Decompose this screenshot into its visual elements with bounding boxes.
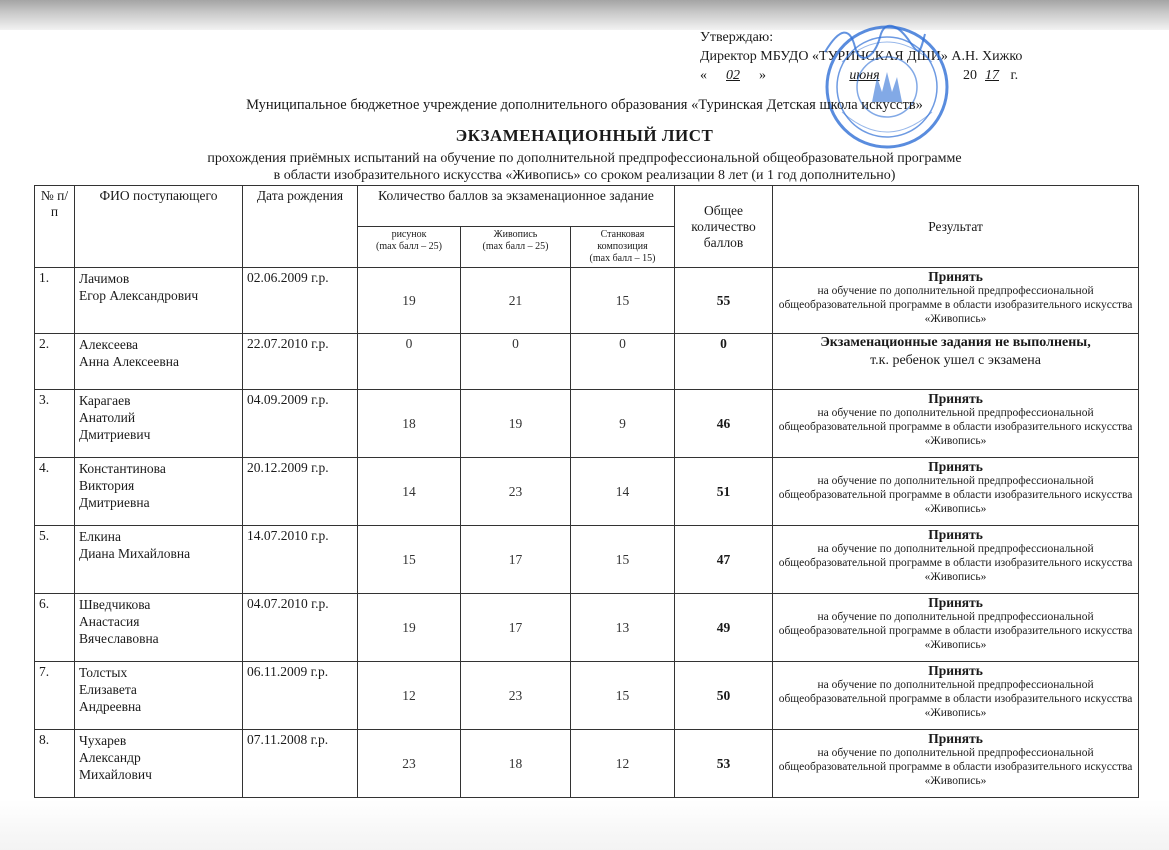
row-given-name: Елизавета bbox=[79, 682, 137, 697]
date-open-quote: « bbox=[700, 68, 707, 83]
row-patronymic: Дмитриевич bbox=[79, 427, 151, 442]
row-num: 8. bbox=[35, 730, 75, 798]
table-row bbox=[35, 334, 1139, 390]
row-given-name: Анатолий bbox=[79, 410, 136, 425]
row-composition: 13 bbox=[571, 594, 675, 662]
row-painting: 21 bbox=[461, 268, 571, 334]
row-birth: 20.12.2009 г.р. bbox=[243, 458, 358, 526]
row-surname: Чухарев bbox=[79, 733, 127, 748]
row-composition: 15 bbox=[571, 526, 675, 594]
row-composition: 0 bbox=[571, 334, 675, 390]
row-drawing: 0 bbox=[358, 334, 461, 390]
subtitle-line-2: в области изобразительного искусства «Живопись» со сроком реализации 8 лет (и 1 год дополнительно) bbox=[273, 168, 896, 183]
row-num: 4. bbox=[35, 458, 75, 526]
row-total: 46 bbox=[675, 390, 773, 458]
date-day: 02 bbox=[726, 68, 740, 83]
header-row-1 bbox=[35, 186, 1139, 227]
subtitle-line-1: прохождения приёмных испытаний на обучение по дополнительной предпрофессиональной общеобразовательной программе bbox=[207, 151, 962, 166]
row-birth: 02.06.2009 г.р. bbox=[243, 268, 358, 334]
row-name bbox=[75, 268, 243, 334]
row-total: 49 bbox=[675, 594, 773, 662]
row-patronymic: Андреевна bbox=[79, 699, 142, 714]
row-given-names: Диана Михайловна bbox=[79, 546, 191, 561]
row-birth: 22.07.2010 г.р. bbox=[243, 334, 358, 390]
row-surname: Толстых bbox=[79, 665, 128, 680]
result-note: на обучение по дополнительной предпрофессиональной общеобразовательной программе в области изобразительного искусства «Живопись» bbox=[778, 747, 1133, 787]
row-result bbox=[773, 458, 1139, 526]
header-drawing bbox=[358, 227, 461, 268]
row-drawing: 12 bbox=[358, 662, 461, 730]
date-year-prefix: 20 bbox=[963, 68, 977, 83]
row-result bbox=[773, 662, 1139, 730]
result-status: Принять bbox=[928, 595, 983, 610]
row-total: 53 bbox=[675, 730, 773, 798]
row-given-name: Александр bbox=[79, 750, 141, 765]
row-total: 50 bbox=[675, 662, 773, 730]
header-num: № п/п bbox=[35, 186, 75, 268]
row-given-name: Виктория bbox=[79, 478, 135, 493]
header-scores: Количество баллов за экзаменационное задание bbox=[358, 186, 675, 227]
institution-name: Муниципальное бюджетное учреждение дополнительного образования «Туринская Детская школа искусств» bbox=[246, 97, 923, 113]
row-birth: 04.09.2009 г.р. bbox=[243, 390, 358, 458]
result-status: Принять bbox=[928, 269, 983, 284]
exam-table bbox=[34, 185, 1139, 798]
scan-shadow bbox=[0, 0, 1169, 30]
header-composition-label: Станковая композиция bbox=[597, 229, 648, 252]
table-row bbox=[35, 268, 1139, 334]
header-painting-label: Живопись bbox=[493, 229, 538, 240]
date-suffix: г. bbox=[1010, 68, 1019, 83]
result-status: Принять bbox=[928, 459, 983, 474]
signature-icon bbox=[820, 22, 930, 62]
row-painting: 19 bbox=[461, 390, 571, 458]
header-painting bbox=[461, 227, 571, 268]
row-patronymic: Вячеславовна bbox=[79, 631, 159, 646]
row-name bbox=[75, 730, 243, 798]
row-drawing: 19 bbox=[358, 594, 461, 662]
row-drawing: 14 bbox=[358, 458, 461, 526]
result-status: Принять bbox=[928, 663, 983, 678]
table-row bbox=[35, 458, 1139, 526]
row-painting: 23 bbox=[461, 458, 571, 526]
result-note: на обучение по дополнительной предпрофессиональной общеобразовательной программе в области изобразительного искусства «Живопись» bbox=[778, 285, 1133, 325]
row-given-names: Егор Александрович bbox=[79, 288, 199, 303]
row-composition: 12 bbox=[571, 730, 675, 798]
row-result bbox=[773, 730, 1139, 798]
row-result bbox=[773, 526, 1139, 594]
result-status: Принять bbox=[928, 527, 983, 542]
row-birth: 14.07.2010 г.р. bbox=[243, 526, 358, 594]
row-num: 3. bbox=[35, 390, 75, 458]
row-patronymic: Михайлович bbox=[79, 767, 152, 782]
row-birth: 04.07.2010 г.р. bbox=[243, 594, 358, 662]
date-year-suffix: 17 bbox=[985, 68, 999, 83]
row-drawing: 18 bbox=[358, 390, 461, 458]
row-name bbox=[75, 334, 243, 390]
row-patronymic: Дмитриевна bbox=[79, 495, 150, 510]
row-surname: Лачимов bbox=[79, 271, 130, 286]
row-composition: 9 bbox=[571, 390, 675, 458]
table-row bbox=[35, 730, 1139, 798]
row-surname: Константинова bbox=[79, 461, 166, 476]
row-painting: 17 bbox=[461, 526, 571, 594]
row-painting: 17 bbox=[461, 594, 571, 662]
row-total: 47 bbox=[675, 526, 773, 594]
row-birth: 07.11.2008 г.р. bbox=[243, 730, 358, 798]
header-birth: Дата рождения bbox=[243, 186, 358, 268]
row-composition: 15 bbox=[571, 662, 675, 730]
row-surname: Карагаев bbox=[79, 393, 131, 408]
result-note: на обучение по дополнительной предпрофессиональной общеобразовательной программе в области изобразительного искусства «Живопись» bbox=[778, 543, 1133, 583]
table-row bbox=[35, 594, 1139, 662]
document-subtitle bbox=[0, 150, 1169, 184]
table-row bbox=[35, 526, 1139, 594]
table-row bbox=[35, 662, 1139, 730]
header-composition-max: (max балл – 15) bbox=[589, 253, 656, 264]
row-birth: 06.11.2009 г.р. bbox=[243, 662, 358, 730]
row-given-names: Анна Алексеевна bbox=[79, 354, 179, 369]
row-result bbox=[773, 268, 1139, 334]
row-name bbox=[75, 458, 243, 526]
row-painting: 23 bbox=[461, 662, 571, 730]
table-row bbox=[35, 390, 1139, 458]
header-composition bbox=[571, 227, 675, 268]
row-total: 0 bbox=[675, 334, 773, 390]
row-result bbox=[773, 594, 1139, 662]
result-status: Принять bbox=[928, 391, 983, 406]
row-composition: 14 bbox=[571, 458, 675, 526]
date-close-quote: » bbox=[759, 68, 766, 83]
header-total: Общее количество баллов bbox=[675, 186, 773, 268]
result-note: т.к. ребенок ушел с экзамена bbox=[870, 353, 1041, 368]
row-num: 6. bbox=[35, 594, 75, 662]
result-note: на обучение по дополнительной предпрофессиональной общеобразовательной программе в области изобразительного искусства «Живопись» bbox=[778, 475, 1133, 515]
row-result bbox=[773, 334, 1139, 390]
result-note: на обучение по дополнительной предпрофессиональной общеобразовательной программе в области изобразительного искусства «Живопись» bbox=[778, 679, 1133, 719]
row-num: 1. bbox=[35, 268, 75, 334]
result-note: на обучение по дополнительной предпрофессиональной общеобразовательной программе в области изобразительного искусства «Живопись» bbox=[778, 407, 1133, 447]
header-drawing-max: (max балл – 25) bbox=[376, 241, 442, 252]
row-drawing: 15 bbox=[358, 526, 461, 594]
row-name bbox=[75, 594, 243, 662]
row-result bbox=[773, 390, 1139, 458]
row-num: 2. bbox=[35, 334, 75, 390]
header-result: Результат bbox=[773, 186, 1139, 268]
row-drawing: 19 bbox=[358, 268, 461, 334]
document-title: ЭКЗАМЕНАЦИОННЫЙ ЛИСТ bbox=[455, 126, 714, 145]
row-total: 55 bbox=[675, 268, 773, 334]
row-composition: 15 bbox=[571, 268, 675, 334]
row-num: 7. bbox=[35, 662, 75, 730]
header-name: ФИО поступающего bbox=[75, 186, 243, 268]
page-footer-area bbox=[0, 800, 1169, 850]
row-painting: 0 bbox=[461, 334, 571, 390]
row-surname: Елкина bbox=[79, 529, 121, 544]
result-note: на обучение по дополнительной предпрофессиональной общеобразовательной программе в области изобразительного искусства «Живопись» bbox=[778, 611, 1133, 651]
header-drawing-label: рисунок bbox=[391, 229, 427, 240]
row-painting: 18 bbox=[461, 730, 571, 798]
row-name bbox=[75, 526, 243, 594]
result-status: Принять bbox=[928, 731, 983, 746]
row-total: 51 bbox=[675, 458, 773, 526]
result-status: Экзаменационные задания не выполнены, bbox=[820, 335, 1091, 350]
row-name bbox=[75, 662, 243, 730]
row-surname: Алексеева bbox=[79, 337, 139, 352]
header-painting-max: (max балл – 25) bbox=[482, 241, 549, 252]
row-surname: Шведчикова bbox=[79, 597, 151, 612]
row-num: 5. bbox=[35, 526, 75, 594]
date-month: июня bbox=[849, 68, 880, 83]
row-name bbox=[75, 390, 243, 458]
row-drawing: 23 bbox=[358, 730, 461, 798]
approval-line-2: Директор МБУДО «ТУРИНСКАЯ ДШИ» А.Н. Хижко bbox=[700, 49, 1023, 64]
approval-line-1: Утверждаю: bbox=[700, 30, 774, 45]
row-given-name: Анастасия bbox=[79, 614, 140, 629]
